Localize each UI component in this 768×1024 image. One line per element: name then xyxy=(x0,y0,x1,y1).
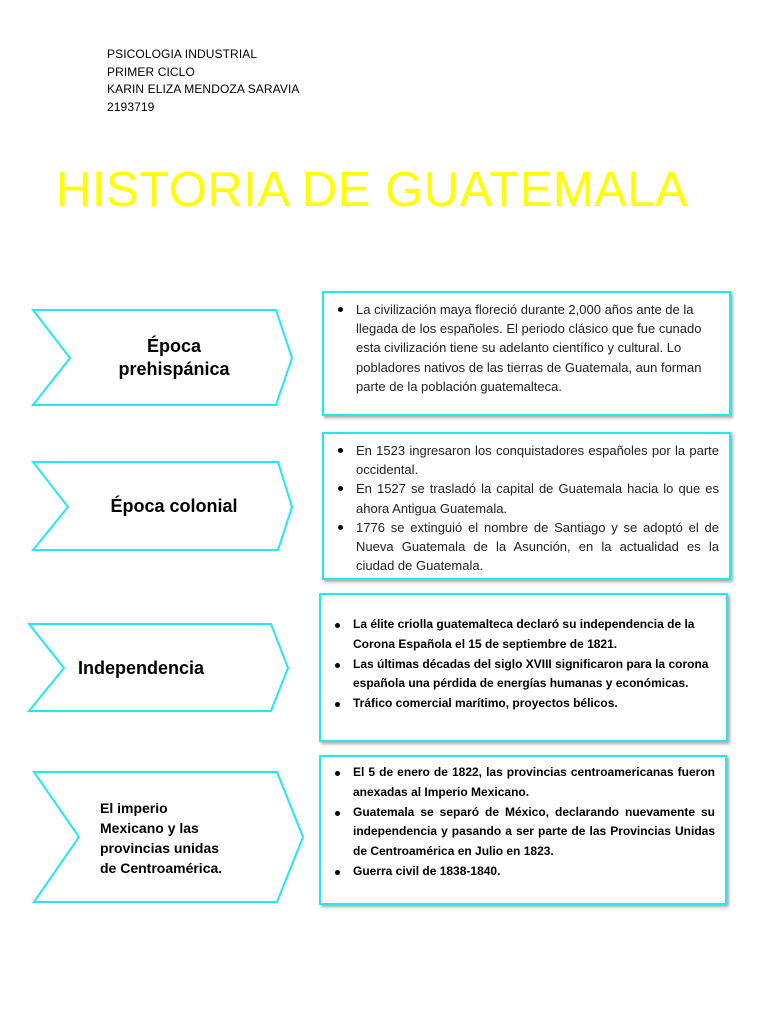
student-id: 2193719 xyxy=(107,99,155,114)
list-item: Tráfico comercial marítimo, proyectos bélicos. xyxy=(331,694,716,714)
arrow-shape-independence xyxy=(28,623,290,713)
content-box-independence xyxy=(319,593,728,742)
student-name: KARIN ELIZA MENDOZA SARAVIA xyxy=(107,82,300,96)
list-item: El 5 de enero de 1822, las provincias centroamericanas fueron anexadas al Imperio Mexicano. xyxy=(331,763,715,803)
content-box-prehispanic xyxy=(322,291,731,416)
list-item: 1776 se extinguió el nombre de Santiago y se adoptó el de Nueva Guatemala de la Asunción, en la actualidad es la ciudad de Guatemala. xyxy=(334,518,719,576)
bullet-list xyxy=(334,441,719,575)
bullet-list xyxy=(334,300,719,396)
list-item: La civilización maya floreció durante 2,000 años ante de la llegada de los españoles. El periodo clásico que fue cunado esta civilización tiene su adelanto científico y cultural. Lo pobladores nativos de las tierras de Guatemala, aun forman parte de la población guatemalteca. xyxy=(334,300,719,396)
document-header xyxy=(107,46,300,116)
list-item: Las últimas décadas del siglo XVIII significaron para la corona española una pérdida de energías humanas y económicas. xyxy=(331,655,716,695)
course-cycle: PRIMER CICLO xyxy=(107,64,195,79)
section-label-colonial: Época colonial xyxy=(110,496,238,516)
section-label-mexican-empire: El imperio Mexicano y las provincias unidas de Centroamérica. xyxy=(100,799,223,876)
arrow-shape-prehispanic xyxy=(32,309,294,407)
arrow-shape-colonial xyxy=(32,461,294,552)
list-item: En 1527 se trasladó la capital de Guatemala hacia lo que es ahora Antigua Guatemala. xyxy=(334,479,719,517)
list-item: En 1523 ingresaron los conquistadores españoles por la parte occidental. xyxy=(334,441,719,479)
list-item: Guatemala se separó de México, declarando nuevamente su independencia y pasando a ser parte de las Provincias Unidas de Centroamérica en Julio en 1823. xyxy=(331,803,715,862)
list-item: La élite criolla guatemalteca declaró su independencia de la Corona Española el 15 de septiembre de 1821. xyxy=(331,615,716,655)
arrow-shape-mexican-empire xyxy=(33,771,305,904)
course-name: PSICOLOGIA INDUSTRIAL xyxy=(107,47,258,61)
document-title: HISTORIA DE GUATEMALA xyxy=(56,163,689,217)
section-label-independence: Independencia xyxy=(78,657,205,678)
bullet-list xyxy=(331,615,716,714)
list-item: Guerra civil de 1838-1840. xyxy=(331,862,715,882)
content-box-colonial xyxy=(322,432,731,580)
bullet-list xyxy=(331,763,715,882)
section-label-prehispanic: Época prehispánica xyxy=(118,336,230,379)
content-box-mexican-empire xyxy=(319,755,727,905)
